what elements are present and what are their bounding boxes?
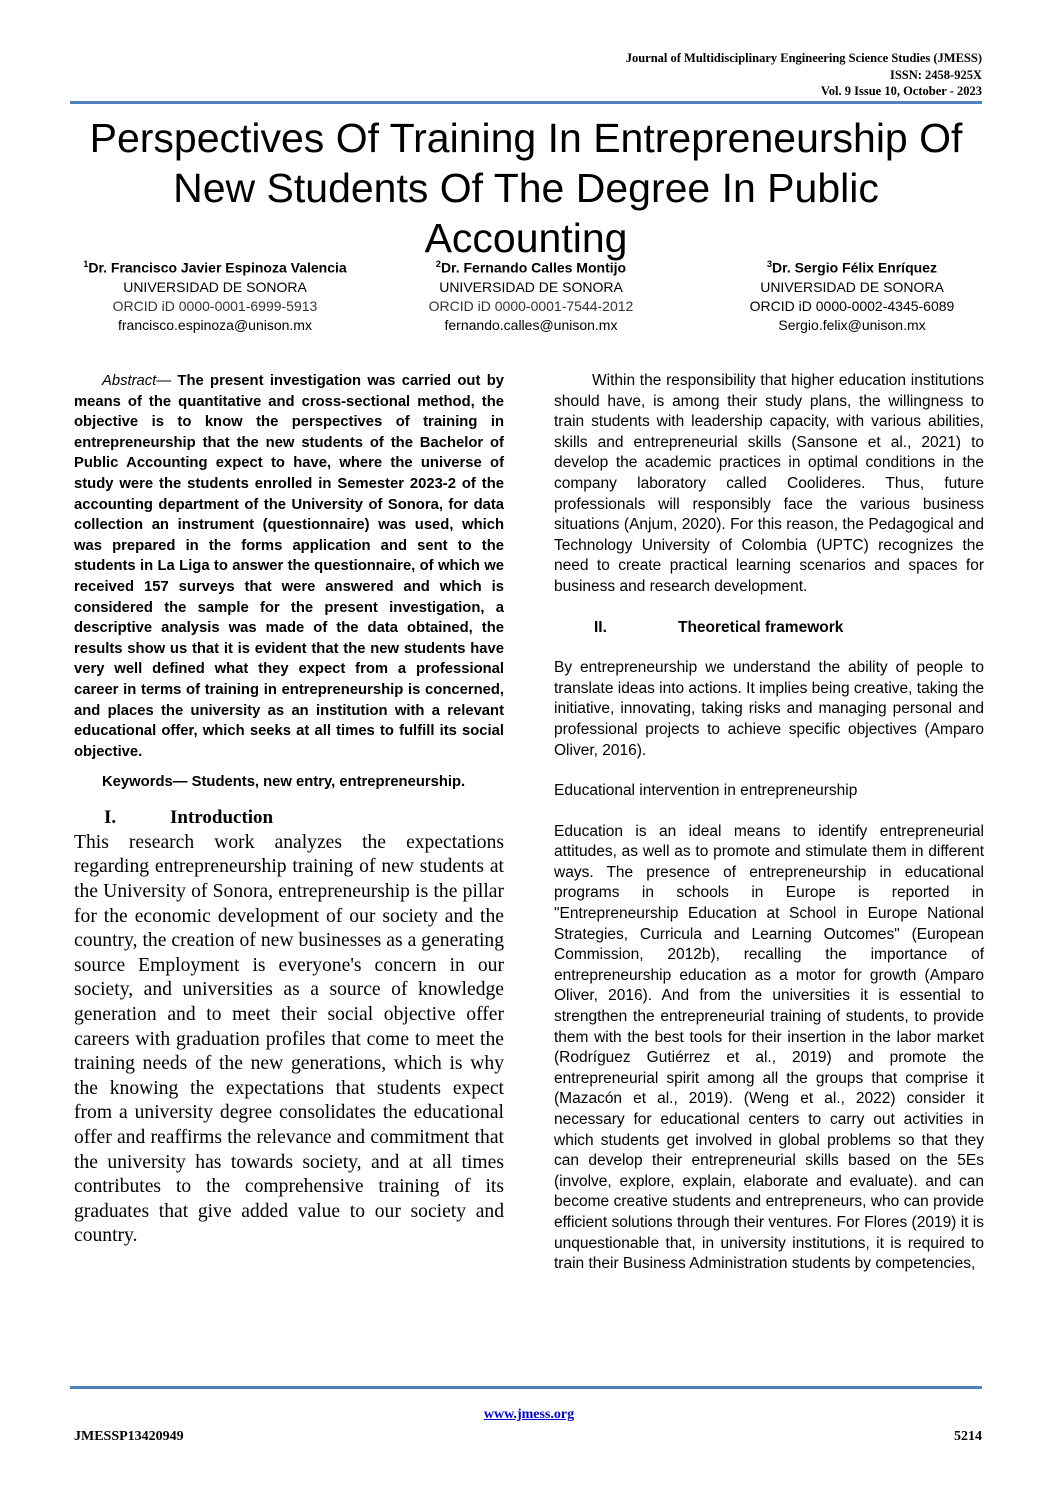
journal-volume: Vol. 9 Issue 10, October - 2023 (820, 84, 982, 98)
author-affiliation: UNIVERSIDAD DE SONORA (439, 278, 623, 295)
paper-title: Perspectives Of Training In Entrepreneurship Of New Students Of The Degree In Public Accounting (89, 115, 963, 261)
author-affiliation: UNIVERSIDAD DE SONORA (760, 278, 944, 295)
abstract (74, 371, 504, 762)
introduction-body: This research work analyzes the expectations regarding entrepreneurship training of new students at the University of Sonora, entrepreneurship is the pillar for the economic development of our society and the country, the creation of new businesses as a generating source Employment is everyone's concern in our society, and universities as a source of knowledge generation and to meet their social objective offer careers with graduation profiles that come to meet the training needs of the new generations, which is why the knowing the expectations that students expect from a university degree consolidates the educational offer and reaffirms the relevance and commitment that the university has towards society, and at all times contributes to the comprehensive training of its graduates that give added value to our society and country. (74, 831, 504, 1247)
journal-website-link[interactable]: www.jmess.org (483, 1407, 575, 1422)
footer-rule (70, 1386, 982, 1389)
subheading-educational-intervention: Educational intervention in entrepreneurship (554, 782, 858, 800)
author-affiliation: UNIVERSIDAD DE SONORA (123, 278, 307, 295)
author-orcid: ORCID iD 0000-0001-7544-2012 (428, 297, 634, 314)
author-name: Dr. Sergio Félix Enríquez (772, 259, 937, 276)
author-number: 2 (435, 259, 441, 269)
section-title: Introduction (170, 806, 274, 828)
journal-header (626, 50, 982, 100)
journal-name: Journal of Multidisciplinary Engineering Science Studies (JMESS) (625, 51, 982, 65)
author-orcid: ORCID iD 0000-0002-4345-6089 (749, 297, 955, 314)
abstract-lead: Abstract— (102, 373, 172, 389)
section-heading-introduction (74, 807, 504, 829)
paragraph-responsibility: Within the responsibility that higher education institutions should have, is among their study plans, the willingness to train students with leadership capacity, with various abilities, skills and entrepreneurial skills (Sansone et al., 2021) to develop the academic practices in optimal conditions in the company laboratory called Coolideres. Thus, future professionals will responsibly face the various business situations (Anjum, 2020). For this reason, the Pedagogical and Technology University of Colombia (UPTC) recognizes the need to create practical learning scenarios and spaces for business and research development. (554, 372, 984, 595)
paper-id: JMESSP13420949 (74, 1429, 184, 1444)
author-email: Sergio.felix@unison.mx (778, 316, 926, 333)
keywords: Keywords— Students, new entry, entrepreneurship. (102, 774, 466, 791)
journal-issn: ISSN: 2458-925X (889, 67, 982, 82)
author-1 (70, 255, 360, 335)
section-title: Theoretical framework (678, 618, 844, 636)
author-number: 1 (83, 259, 89, 269)
author-orcid: ORCID iD 0000-0001-6999-5913 (112, 297, 318, 314)
author-email: fernando.calles@unison.mx (444, 316, 618, 333)
page-number: 5214 (954, 1429, 982, 1444)
author-block (70, 255, 982, 355)
right-column (554, 371, 984, 1275)
section-number: II. (594, 618, 607, 636)
abstract-text: The present investigation was carried out by means of the quantitative and cross-sectional method, the objective is to know the perspectives of training in entrepreneurship that the new students of the Bachelor of Public Accounting expect to have, where the universe of study were the students enrolled in Semester 2023-2 of the accounting department of the University of Sonora, for data collection an instrument (questionnaire) was used, which was prepared in the forms application and sent to the students in La Liga to answer the questionnaire, of which we received 157 surveys that were answered and which is considered the sample for the present investigation, a descriptive analysis was made of the data obtained, the results show us that it is evident that the new students have very well defined what they expect from a professional career in terms of training in entrepreneurship is concerned, and places the university as an institution with a relevant educational offer, which seeks at all times to fulfill its social objective. (74, 373, 504, 760)
section-heading-theoretical-framework (554, 618, 984, 639)
author-email: francisco.espinoza@unison.mx (118, 316, 312, 333)
author-name: Dr. Fernando Calles Montijo (440, 259, 627, 276)
paragraph-entrepreneurship-definition: By entrepreneurship we understand the ability of people to translate ideas into actions. It implies being creative, taking the initiative, innovating, taking risks and managing personal and professional projects to achieve specific objectives (Amparo Oliver, 2016). (554, 659, 984, 759)
author-name: Dr. Francisco Javier Espinoza Valencia (88, 259, 347, 276)
author-2 (386, 255, 676, 335)
section-number: I. (104, 806, 117, 828)
author-3 (704, 255, 1000, 335)
left-column (74, 371, 504, 1249)
author-number: 3 (767, 259, 773, 269)
paragraph-education: Education is an ideal means to identify entrepreneurial attitudes, as well as to promote and stimulate them in different ways. The presence of entrepreneurship in educational programs in schools in Europe is reported in "Entrepreneurship Education at School in Europe National Strategies, Curricula and Learning Outcomes" (European Commission, 2012b), recalling the importance of entrepreneurship education as a motor for growth (Amparo Oliver, 2016). And from the universities it is essential to strengthen the entrepreneurial training of students, to provide them with the best tools for their insertion in the labor market (Rodríguez Gutiérrez et al., 2019) and promote the entrepreneurial spirit among all the groups that comprise it (Mazacón et al., 2019). (Weng et al., 2022) consider it necessary for educational centers to carry out activities in which students get involved in global problems so that they can develop their entrepreneurial skills based on the 5Es (involve, explore, explain, elaborate and evaluate). and can become creative students and entrepreneurs, who can provide efficient solutions through their ventures. For Flores (2019) it is unquestionable that, in university institutions, it is required to train their Business Administration students by competencies, (554, 822, 984, 1273)
header-rule (70, 101, 982, 104)
